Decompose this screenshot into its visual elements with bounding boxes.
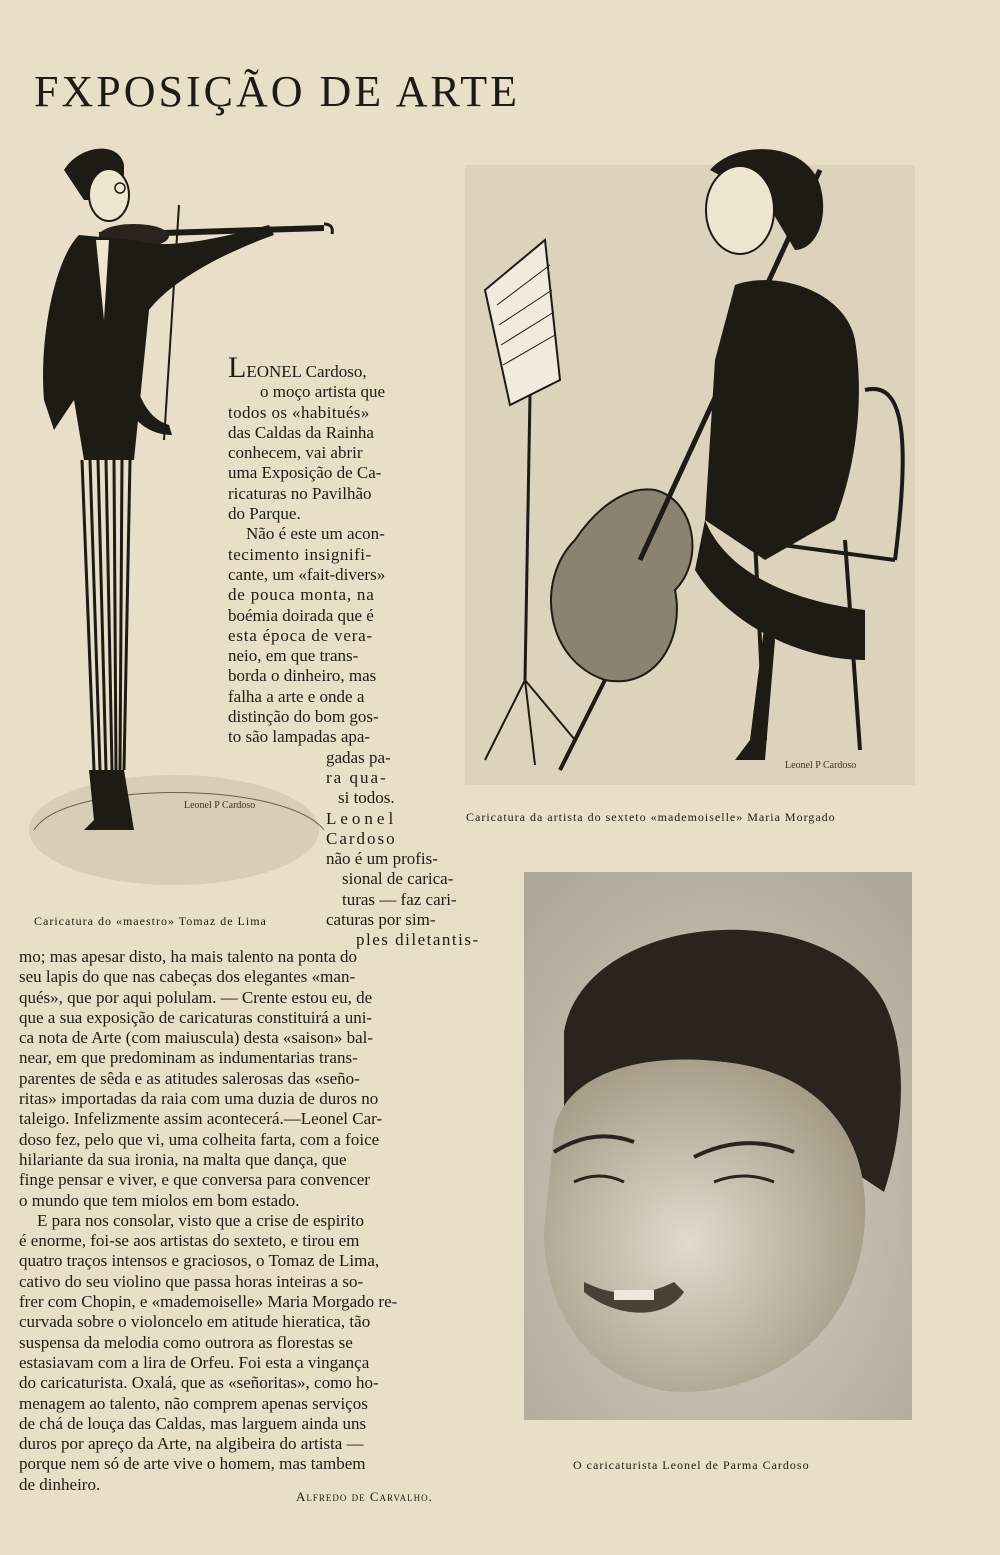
article-line: suspensa da melodia como outrora as florestas se — [19, 1332, 353, 1352]
article-line: todos os «habitués» — [228, 402, 370, 422]
article-line: esta época de vera- — [228, 625, 373, 645]
article-line: do caricaturista. Oxalá, que as «señoritas», como ho- — [19, 1373, 379, 1393]
violinist-caption: Caricatura do «maestro» Tomaz de Lima — [34, 914, 267, 928]
article-first-line: LEONEL Cardoso, — [228, 351, 367, 384]
article-line: gadas pa- — [326, 747, 391, 767]
article-line: curvada sobre o violoncelo em atitude hieratica, tão — [19, 1312, 371, 1332]
cellist-signature: Leonel P Cardoso — [785, 760, 857, 771]
article-line: mo; mas apesar disto, ha mais talento na ponta do — [19, 947, 358, 966]
violinist-signature: Leonel P Cardoso — [184, 800, 256, 811]
portrait-photo-image — [524, 872, 912, 1420]
portrait-photo — [524, 872, 912, 1420]
article-line: o moço artista que — [260, 382, 386, 402]
article-line: tecimento insignifi- — [228, 544, 372, 564]
article-line: que a sua exposição de caricaturas constituirá a uni- — [19, 1007, 373, 1027]
article-line: o mundo que tem miolos em bom estado. — [19, 1190, 300, 1210]
cellist-caption: Caricatura da artista do sexteto «mademoiselle» Maria Morgado — [466, 810, 836, 824]
article-line: doso fez, pelo que vi, uma colheita farta, com a foice — [19, 1129, 380, 1149]
article-line: hilariante da sua ironia, na malta que dança, que — [19, 1149, 347, 1169]
article-line: quatro traços intensos e graciosos, o Tomaz de Lima, — [19, 1251, 380, 1271]
article-line: distinção do bom gos- — [228, 707, 379, 727]
article-column — [228, 351, 493, 951]
article-line: Não é este um acon- — [246, 524, 385, 544]
article-line: si todos. — [338, 788, 395, 808]
article-line: Cardoso — [326, 828, 397, 848]
article-line: não é um profis- — [326, 849, 438, 869]
article-line: seu lapis do que nas cabeças dos elegantes «man- — [19, 967, 356, 987]
article-drop-cap: L — [228, 351, 247, 384]
article-line: caturas por sim- — [326, 910, 436, 930]
article-line: porque nem só de arte vive o homem, mas tambem — [19, 1454, 366, 1474]
cellist-caricature-image — [465, 140, 915, 785]
article-line: finge pensar e viver, e que conversa para convencer — [19, 1170, 370, 1190]
portrait-caption: O caricaturista Leonel de Parma Cardoso — [573, 1458, 810, 1472]
article-line: de pouca monta, na — [228, 585, 375, 605]
article-line: neio, em que trans- — [228, 646, 359, 666]
article-line: é enorme, foi-se aos artistas do sexteto, e tirou em — [19, 1231, 360, 1251]
article-line: ritas» importadas da raia com uma duzia de duros no — [19, 1089, 379, 1109]
article-line: qués», que por aqui polulam. — Crente estou eu, de — [19, 987, 373, 1007]
article-line: ples diletantis- — [356, 930, 480, 950]
article-line: ra qua- — [326, 767, 388, 787]
article-line: ca nota de Arte (com maiuscula) desta «saison» bal- — [19, 1028, 374, 1048]
article-line: duros por apreço da Arte, na algibeira do artista — — [19, 1434, 364, 1454]
article-line: uma Exposição de Ca- — [228, 463, 382, 483]
article-line: cante, um «fait-divers» — [228, 564, 386, 584]
article-line: das Caldas da Rainha — [228, 422, 374, 442]
article-line: near, em que predominam as indumentarias trans- — [19, 1048, 358, 1068]
article-line: E para nos consolar, visto que a crise de espirito — [37, 1210, 364, 1230]
article-line: ricaturas no Pavilhão — [228, 483, 372, 503]
article-line: parentes de sêda e as atitudes salerosas das «seño- — [19, 1068, 360, 1088]
article-line: do Parque. — [228, 504, 301, 524]
article-line: borda o dinheiro, mas — [228, 666, 377, 686]
article-line: falha a arte e onde a — [228, 686, 365, 706]
article-body — [19, 947, 489, 1495]
article-line: conhecem, vai abrir — [228, 443, 363, 463]
article-line: boémia doirada que é — [228, 605, 374, 625]
article-line: estasiavam com a lira de Orfeu. Foi esta a vingança — [19, 1352, 370, 1372]
cellist-drawing — [465, 140, 915, 785]
article-line: to são lampadas apa- — [228, 727, 371, 747]
article-line: de dinheiro. — [19, 1474, 101, 1494]
article-line: turas — faz cari- — [342, 889, 457, 909]
article-line: de chá de louça das Caldas, mas larguem ainda uns — [19, 1413, 367, 1433]
article-line: sional de carica- — [342, 869, 454, 889]
article-line: menagem ao talento, não comprem apenas serviços — [19, 1393, 368, 1413]
article-line: Leonel — [326, 808, 398, 828]
article-line: cativo do seu violino que passa horas inteiras a so- — [19, 1271, 364, 1291]
article-line: frer com Chopin, e «mademoiselle» Maria Morgado re- — [19, 1292, 398, 1312]
page-title: FXPOSIÇÃO DE ARTE — [34, 67, 520, 116]
article-line: taleigo. Infelizmente assim acontecerá.—Leonel Car- — [19, 1109, 383, 1129]
author-signature: Alfredo de Carvalho. — [296, 1489, 433, 1504]
